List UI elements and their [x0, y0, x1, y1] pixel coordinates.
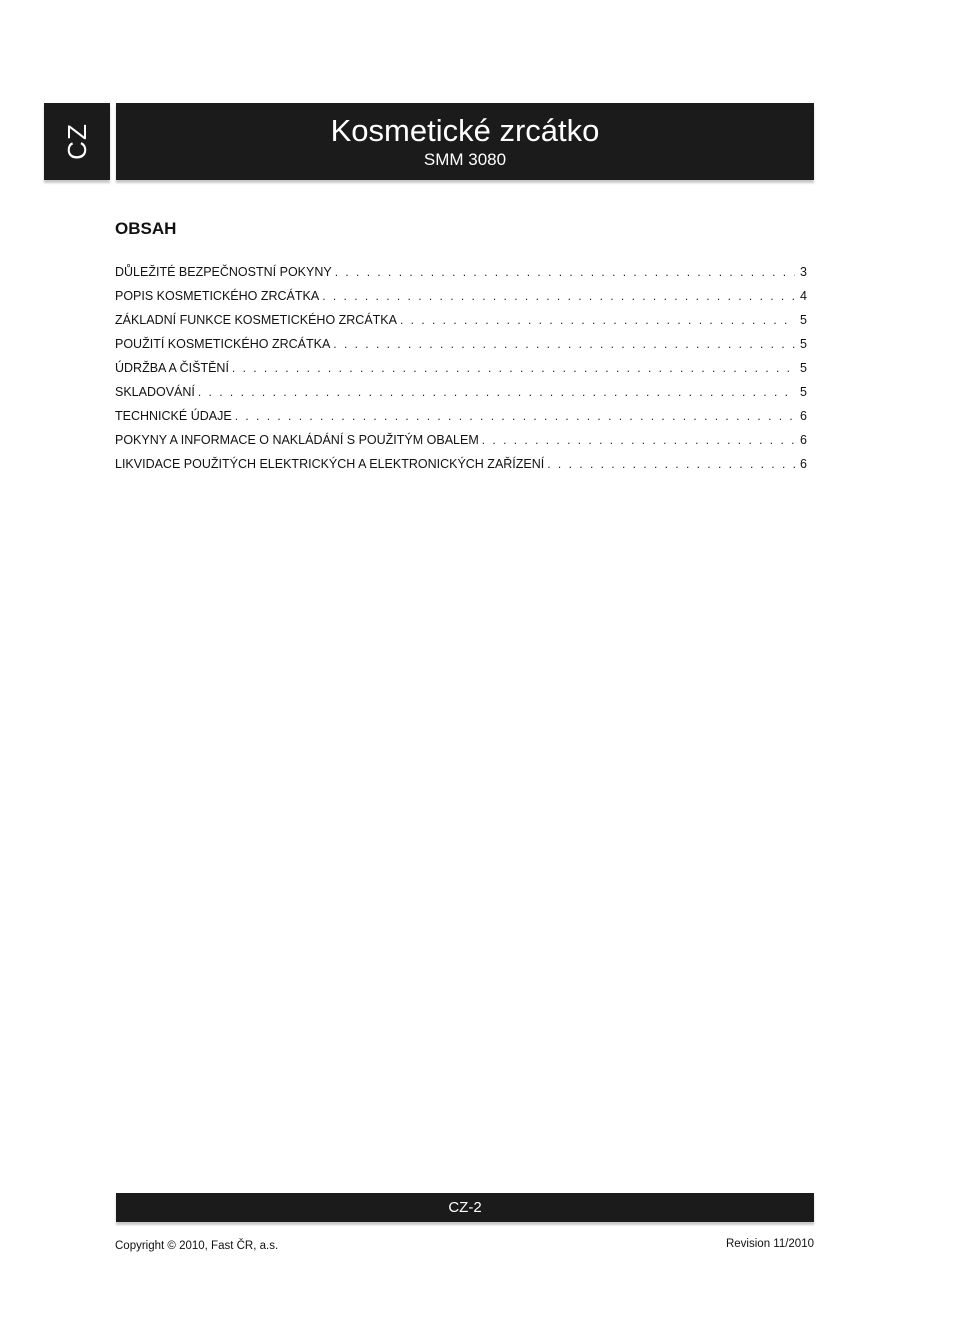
model-number: SMM 3080 — [423, 150, 507, 169]
language-tab — [44, 103, 110, 180]
toc-entry-label: LIKVIDACE POUŽITÝCH ELEKTRICKÝCH A ELEKTRONICKÝCH ZAŘÍZENÍ — [115, 457, 545, 471]
toc-entry — [115, 334, 807, 358]
toc-leader-dots — [235, 406, 795, 426]
revision-label: Revision 11/2010 — [725, 1238, 814, 1250]
toc-entry — [115, 310, 807, 334]
toc-entry-page: 4 — [800, 289, 807, 303]
toc-entry-page: 5 — [800, 361, 807, 375]
toc-entry-page: 5 — [800, 313, 807, 327]
toc-entry — [115, 430, 807, 454]
toc-entry-label: POKYNY A INFORMACE O NAKLÁDÁNÍ S POUŽITÝM OBALEM — [115, 433, 479, 447]
table-of-contents — [115, 262, 807, 478]
toc-entry-label: DŮLEŽITÉ BEZPEČNOSTNÍ POKYNY — [115, 265, 332, 279]
toc-entry-label: POUŽITÍ KOSMETICKÉHO ZRCÁTKA — [115, 337, 331, 351]
toc-entry — [115, 358, 807, 382]
toc-entry-page: 6 — [800, 433, 807, 447]
copyright-notice: Copyright © 2010, Fast ČR, a.s. — [115, 1240, 279, 1252]
language-code: CZ — [61, 123, 92, 160]
toc-entry — [115, 382, 807, 406]
toc-leader-dots — [482, 430, 795, 450]
toc-heading: OBSAH — [115, 219, 177, 238]
toc-leader-dots — [198, 382, 795, 402]
toc-entry — [115, 406, 807, 430]
toc-leader-dots — [322, 286, 795, 306]
toc-entry-label: TECHNICKÉ ÚDAJE — [115, 409, 232, 423]
footer-page-bar — [116, 1193, 814, 1222]
toc-entry-page: 3 — [800, 265, 807, 279]
toc-entry — [115, 262, 807, 286]
title-banner — [116, 103, 814, 180]
toc-entry-label: ZÁKLADNÍ FUNKCE KOSMETICKÉHO ZRCÁTKA — [115, 313, 397, 327]
toc-entry-label: ÚDRŽBA A ČIŠTĚNÍ — [115, 361, 229, 375]
toc-leader-dots — [547, 454, 795, 474]
toc-leader-dots — [400, 310, 795, 330]
toc-entry-label: POPIS KOSMETICKÉHO ZRCÁTKA — [115, 289, 320, 303]
toc-entry-label: SKLADOVÁNÍ — [115, 385, 195, 399]
toc-leader-dots — [335, 262, 795, 282]
document-title: Kosmetické zrcátko — [330, 113, 600, 148]
page-number: CZ-2 — [448, 1199, 482, 1216]
toc-entry-page: 6 — [800, 409, 807, 423]
toc-entry-page: 6 — [800, 457, 807, 471]
toc-entry — [115, 286, 807, 310]
toc-entry — [115, 454, 807, 478]
toc-entry-page: 5 — [800, 337, 807, 351]
toc-leader-dots — [232, 358, 795, 378]
toc-leader-dots — [333, 334, 795, 354]
toc-entry-page: 5 — [800, 385, 807, 399]
